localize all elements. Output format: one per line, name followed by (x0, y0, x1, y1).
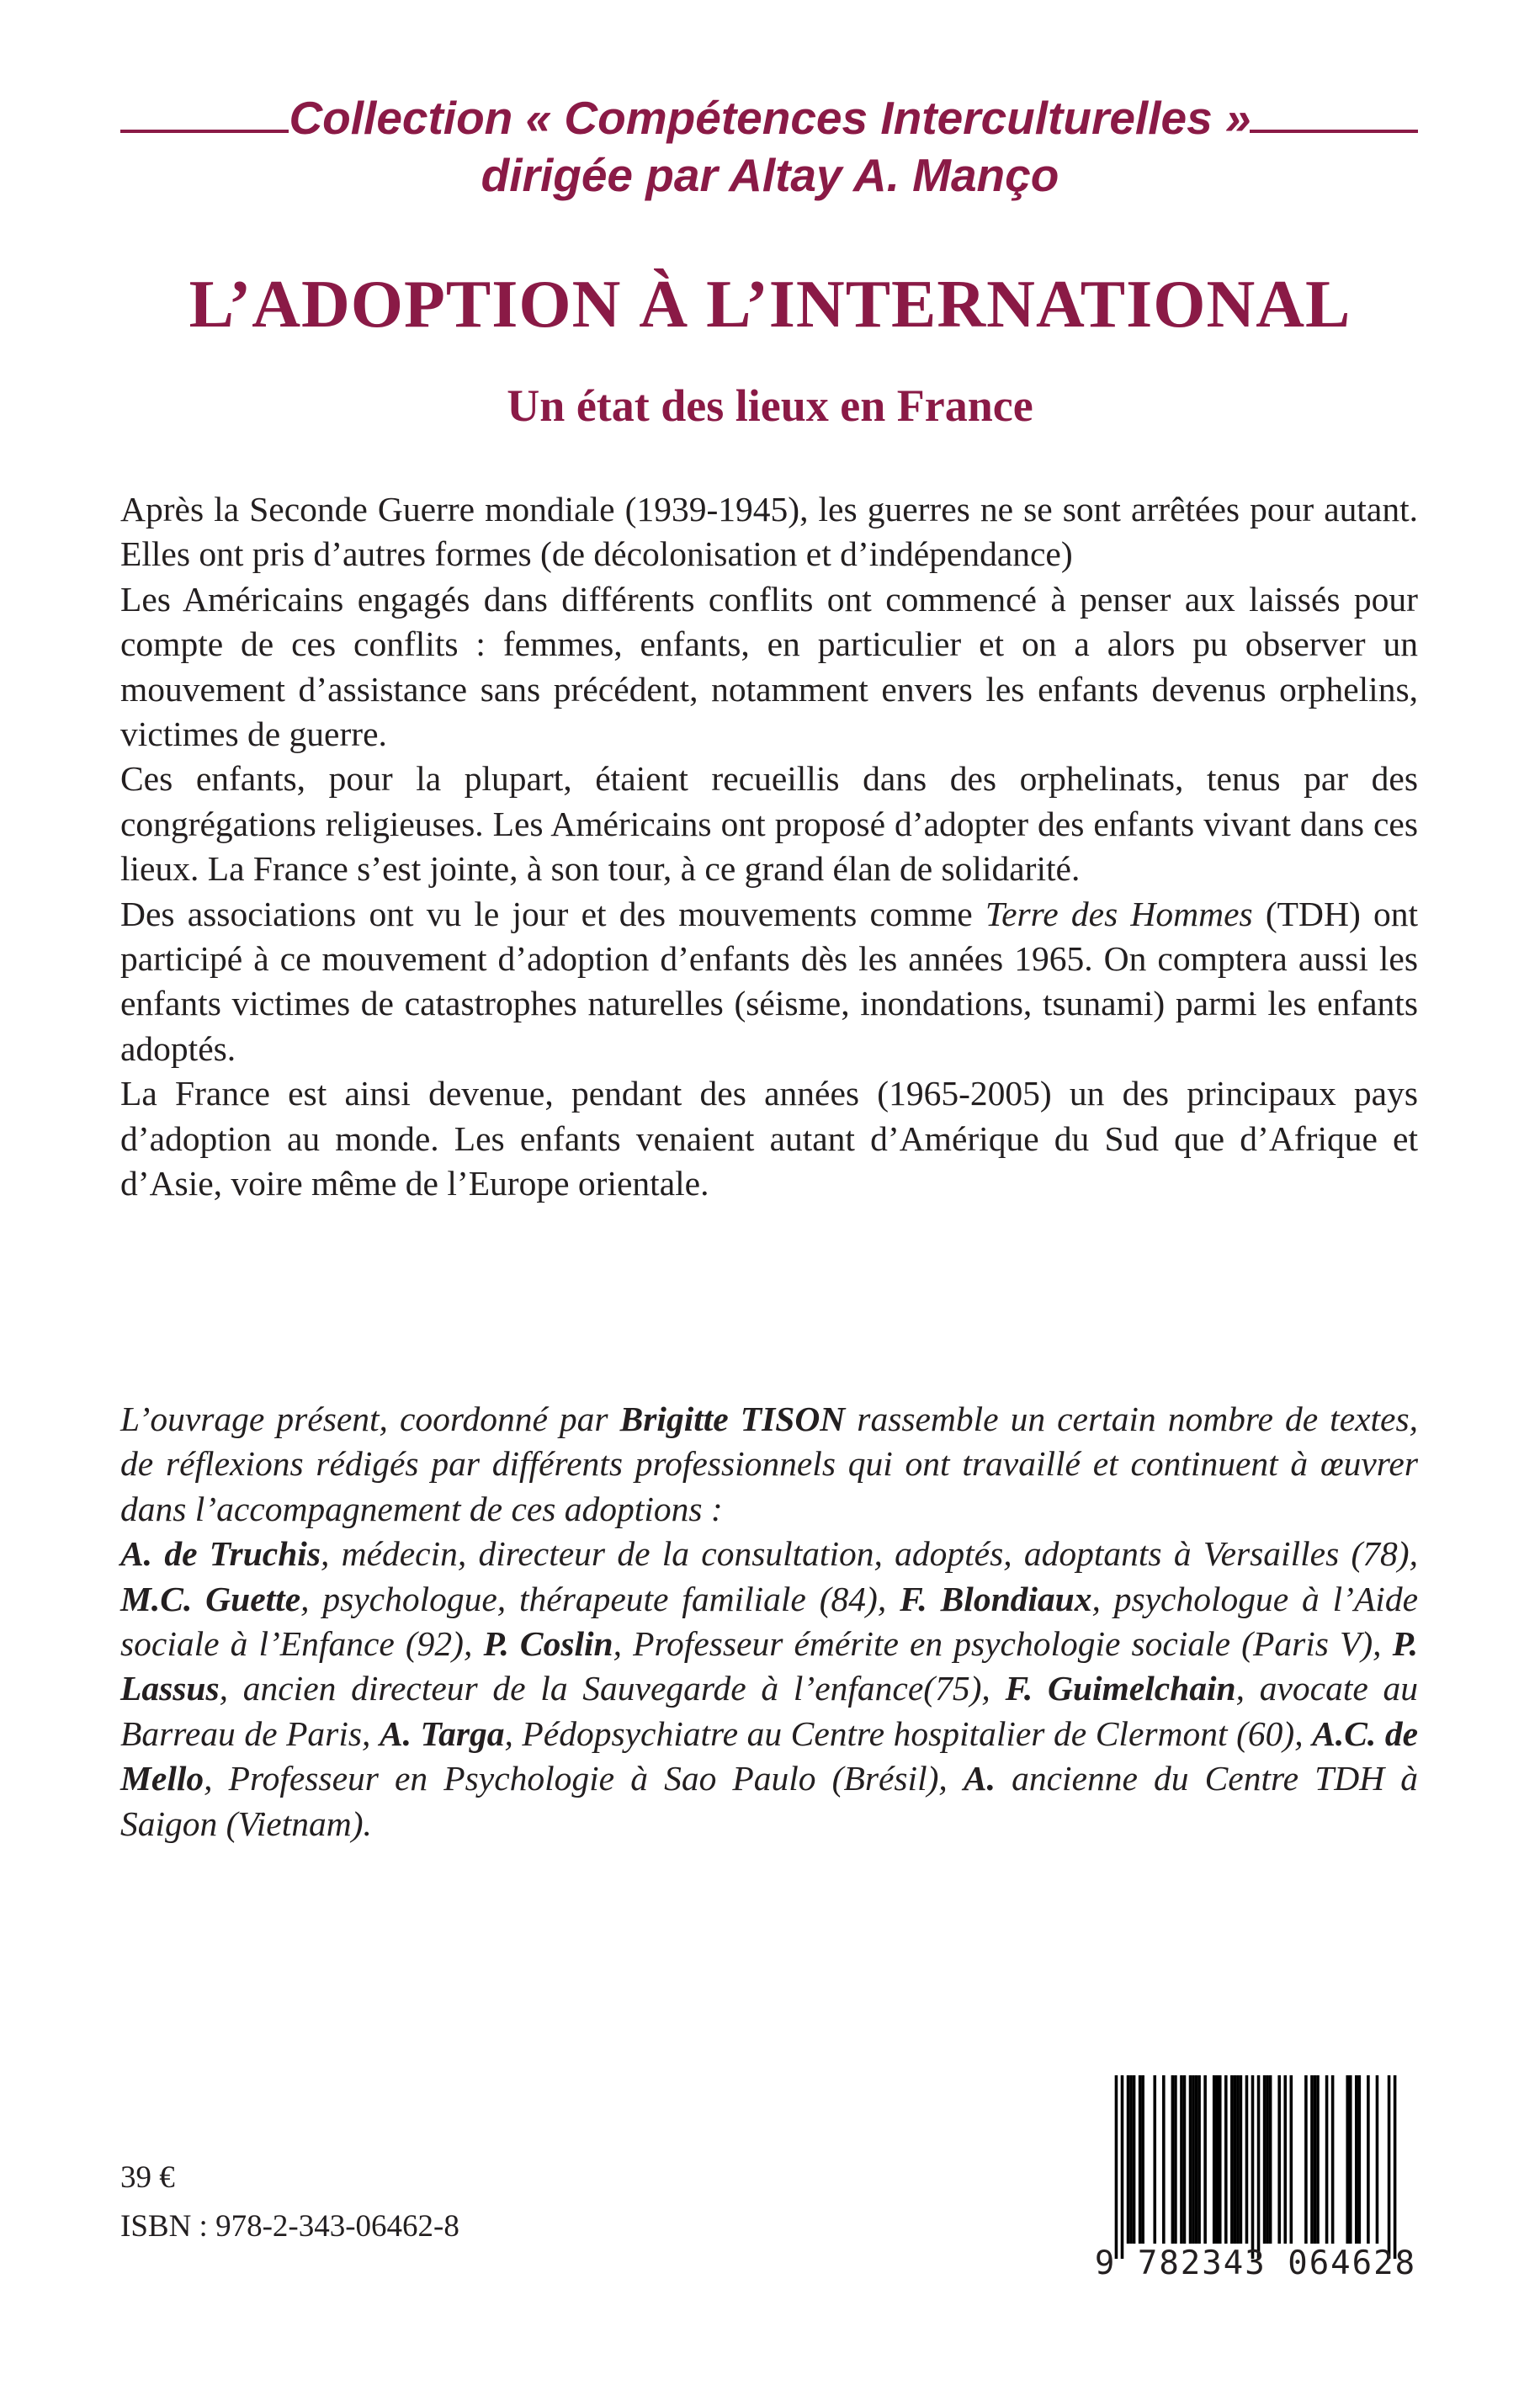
barcode-digits: 9 782343 064628 (1094, 2244, 1417, 2282)
summary-text-run: Des associations ont vu le jour et des mouvements comme (120, 894, 985, 933)
barcode-bar (1224, 2075, 1228, 2244)
barcode-bar (1129, 2075, 1133, 2244)
credits-intro (120, 1397, 1418, 1532)
barcode-bar (1304, 2075, 1308, 2244)
barcode-bar (1269, 2075, 1272, 2244)
barcode-bar (1283, 2075, 1287, 2244)
contributor-name: A. Targa (379, 1713, 505, 1753)
barcode-bar (1127, 2075, 1130, 2244)
credits-text-run: L’ouvrage présent, coordonné par (120, 1400, 620, 1438)
barcode-bar (1162, 2075, 1166, 2244)
barcode-bar (1236, 2075, 1240, 2244)
contributor-name: M.C. Guette (120, 1579, 301, 1618)
barcode-bar (1153, 2075, 1156, 2244)
series-editor-row (0, 141, 1540, 209)
contributor-name: A.C. de Mello (120, 1713, 1418, 1798)
contributor-desc: , médecin, directeur de la consultation, adoptés, adoptants à Versailles (78), (320, 1534, 1418, 1574)
barcode-bar (1266, 2075, 1269, 2244)
barcode-bar (1316, 2075, 1320, 2244)
barcode-bar (1346, 2075, 1349, 2244)
contributor-desc: , Professeur émérite en psychologie sociale (Paris V), (613, 1624, 1393, 1664)
contributor-desc: , Pédopsychiatre au Centre hospitalier de Clermont (60), (504, 1713, 1313, 1753)
contributor-desc: ancienne du Centre TDH à Saigon (Vietnam). (120, 1759, 1418, 1843)
contributor-desc: , avocate au Barreau de Paris, (120, 1669, 1418, 1753)
summary-paragraph: Les Américains engagés dans différents conflits ont commencé à penser aux laissés pour compte de ces conflits : femmes, enfants, en particulier et on a alors pu observer un mouvement d’assistance sans précédent, notamment envers les enfants devenus orphelins, victimes de guerre. (120, 579, 1418, 754)
barcode-bar (1355, 2075, 1358, 2244)
contributor-name: P. Coslin (483, 1624, 613, 1664)
barcode-bar (1171, 2075, 1175, 2244)
barcode-bar (1251, 2075, 1255, 2259)
contributor-name: F. Guimelchain (1005, 1669, 1236, 1708)
barcode-bar (1121, 2075, 1124, 2259)
barcode-bar (1192, 2075, 1195, 2244)
barcode-bar (1219, 2075, 1222, 2244)
series-editor: dirigée par Altay A. Manço (481, 149, 1059, 201)
barcode-bar (1388, 2075, 1391, 2259)
barcode-bar (1133, 2075, 1136, 2244)
barcode-bar (1234, 2075, 1237, 2244)
summary-paragraph: Ces enfants, pour la plupart, étaient recueillis dans des orphelinats, tenus par des congrégations religieuses. Les Américains ont proposé d’adopter des enfants vivant dans ces lieux. La France s’est jointe, à son tour, à ce grand élan de solidarité. (120, 759, 1418, 889)
contributors-section (120, 1397, 1418, 1846)
price: 39 € (120, 2160, 175, 2195)
contributor-name: P. Lassus (120, 1624, 1418, 1708)
barcode-bar (1290, 2075, 1293, 2244)
barcode-bar (1230, 2075, 1234, 2244)
barcode-bar (1215, 2075, 1219, 2244)
barcode-bar (1174, 2075, 1177, 2244)
barcode-bar (1115, 2075, 1118, 2259)
coordinator-name: Brigitte TISON (619, 1400, 846, 1438)
barcode-bar (1394, 2075, 1397, 2259)
barcode-bar (1213, 2075, 1216, 2244)
barcode-bar (1263, 2075, 1267, 2244)
barcode-bar (1183, 2075, 1187, 2244)
barcode-bar (1257, 2075, 1261, 2259)
contributor-name: F. Blondiaux (900, 1579, 1092, 1618)
credits-text-run: rassemble un certain nombre de textes, de réflexions rédigés par différents professionnels qui ont travaillé et continuent à œuvrer dans l’accompagnement de ces adoptions : (120, 1400, 1419, 1528)
barcode-bar (1139, 2075, 1142, 2244)
series-title: Collection « Compétences Interculturelles » (289, 92, 1251, 144)
barcode-bar (1376, 2075, 1379, 2244)
summary-paragraph: La France est ainsi devenue, pendant des années (1965-2005) un des principaux pays d’adoption au monde. Les enfants venaient autant d’Amérique du Sud que d’Afrique et d’Asie, voire même de l’Europe orientale. (120, 1074, 1418, 1203)
barcode-bar (1277, 2075, 1281, 2244)
summary-text (120, 487, 1418, 1207)
barcode-bar (1358, 2075, 1362, 2244)
summary-paragraph (120, 892, 1418, 1072)
contributor-name: A. (963, 1759, 996, 1798)
book-title: L’ADOPTION À L’INTERNATIONAL (189, 268, 1351, 342)
barcode-bars (1094, 2075, 1417, 2259)
barcode-bar (1349, 2075, 1352, 2244)
isbn: ISBN : 978-2-343-06462-8 (120, 2209, 459, 2244)
summary-text-run: (TDH) ont participé à ce mouvement d’adoption d’enfants dès les années 1965. On comptera aussi les enfants victimes de catastrophes naturelles (séisme, inondations, tsunami) parmi les enfants adoptés. (120, 894, 1418, 1068)
contributor-desc: , psychologue, thérapeute familiale (84), (300, 1579, 900, 1618)
barcode-bar (1195, 2075, 1198, 2244)
contributor-desc: , Professeur en Psychologie à Sao Paulo (Brésil), (204, 1759, 964, 1798)
summary-paragraph: Après la Seconde Guerre mondiale (1939-1945), les guerres ne se sont arrêtées pour autant. Elles ont pris d’autres formes (de décolonisation et d’indépendance) (120, 490, 1418, 574)
barcode-bar (1325, 2075, 1329, 2244)
organization-name: Terre des Hommes (985, 894, 1253, 933)
book-subtitle: Un état des lieux en France (507, 380, 1033, 431)
contributors-list (120, 1532, 1418, 1846)
barcode-bar (1189, 2075, 1192, 2244)
barcode-bar (1197, 2075, 1201, 2244)
barcode-bar (1245, 2075, 1249, 2244)
barcode-bar (1240, 2075, 1243, 2244)
contributor-desc: , psychologue à l’Aide sociale à l’Enfance (92), (120, 1579, 1419, 1664)
barcode-bar (1310, 2075, 1314, 2244)
barcode-bar (1367, 2075, 1370, 2244)
contributor-name: A. de Truchis (120, 1534, 321, 1574)
barcode-bar (1314, 2075, 1317, 2244)
barcode-bar (1141, 2075, 1144, 2244)
barcode-bar (1203, 2075, 1207, 2244)
contributor-desc: , ancien directeur de la Sauvegarde à l’enfance(75), (219, 1669, 1006, 1708)
barcode-bar (1180, 2075, 1183, 2244)
barcode-bar (1331, 2075, 1335, 2244)
